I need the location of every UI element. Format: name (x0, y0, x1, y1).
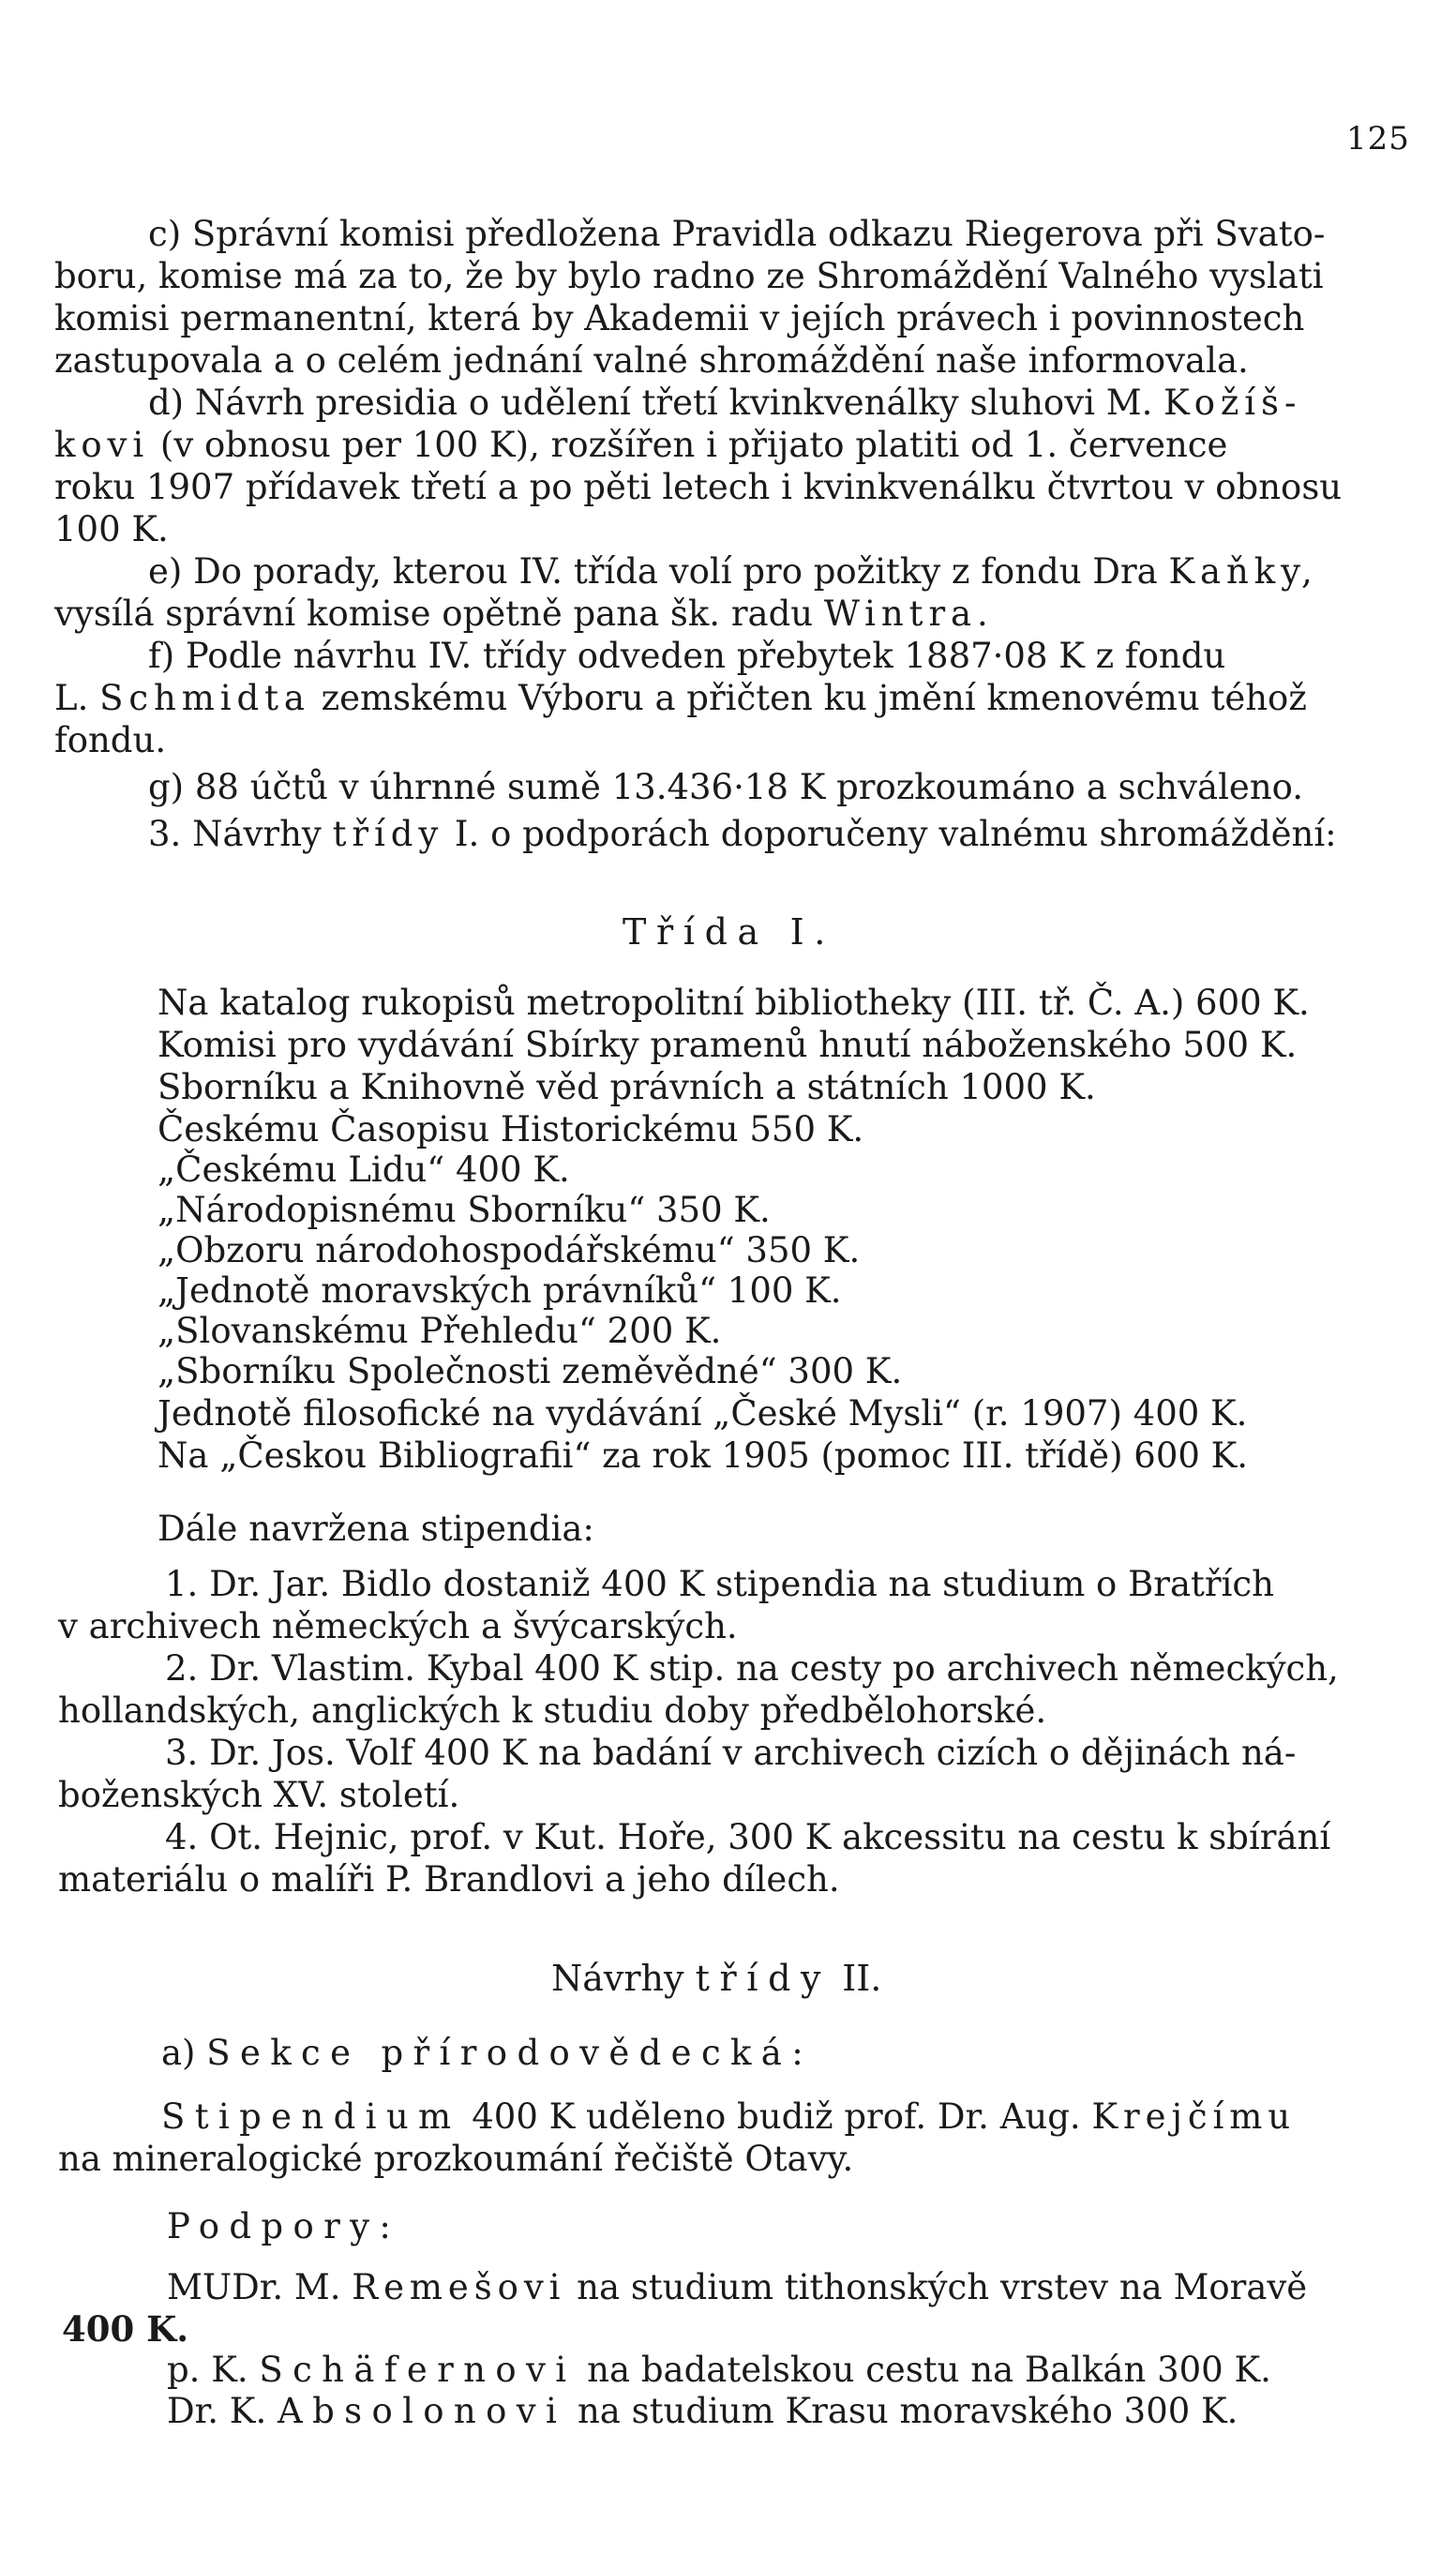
support-text: na badatelskou cestu na Balkán 300 K. (576, 2350, 1271, 2390)
page-number: 125 (1346, 120, 1410, 158)
grant-line: Českému Časopisu Historickému 550 K. (158, 1109, 864, 1149)
support-text: na studium tithonských vrstev na Moravě (565, 2267, 1308, 2307)
item-e-text: vysílá správní komise opětně pana šk. radu (54, 593, 824, 634)
item-d-text: d) Návrh presidia o udělení třetí kvinkvenálky sluhovi M. (148, 383, 1164, 423)
item-3-emph: třídy (332, 814, 444, 854)
stipend-line: boženských XV. století. (58, 1775, 460, 1815)
support-text: na studium Krasu moravského 300 K. (566, 2391, 1238, 2431)
item-d-line (148, 383, 1301, 424)
item-d-line: 100 K. (54, 509, 169, 549)
item-f-text: L. (54, 678, 100, 718)
person-name: Kožíš- (1163, 383, 1302, 423)
support-line (167, 2350, 1271, 2391)
stipend-line: 1. Dr. Jar. Bidlo dostaniž 400 K stipendia na studium o Bratřích (165, 1564, 1274, 1604)
item-f-line (54, 678, 1307, 719)
item-e-text: . (977, 593, 988, 634)
heading-text-spaced: třídy (695, 1958, 832, 1999)
item-c-line: komisi permanentní, která by Akademii v jejích právech i povinnostech (54, 298, 1305, 338)
section-a-heading (161, 2033, 813, 2074)
stipend-word: Stipendium (161, 2096, 461, 2137)
item-g-line: g) 88 účtů v úhrnné sumě 13.436·18 K prozkoumáno a schváleno. (148, 767, 1304, 807)
support-text: Dr. K. (167, 2391, 278, 2431)
grant-line: „Sborníku Společnosti zeměvědné“ 300 K. (158, 1351, 903, 1391)
section-heading-class-1: Třída I. (623, 911, 835, 953)
item-f-line: fondu. (54, 720, 167, 760)
item-f-text: zemskému Výboru a přičten ku jmění kmenovému téhož (309, 678, 1307, 718)
support-text: MUDr. M. (167, 2267, 353, 2307)
grant-line: Na „Českou Bibliografii“ za rok 1905 (pomoc III. třídě) 600 K. (158, 1435, 1249, 1476)
support-text: p. K. (167, 2350, 260, 2390)
section-a-label: a) (161, 2033, 207, 2073)
person-name: Schäfernovi (259, 2350, 577, 2390)
person-name: kovi (54, 425, 150, 465)
grant-line: Sborníku a Knihovně věd právních a státních 1000 K. (158, 1067, 1096, 1107)
podpory-heading (167, 2206, 400, 2247)
grant-line: „Národopisnému Sborníku“ 350 K. (158, 1190, 771, 1230)
grant-line: „Obzoru národohospodářskému“ 350 K. (158, 1230, 861, 1270)
stipend-line: 4. Ot. Hejnic, prof. v Kut. Hoře, 300 K akcessitu na cestu k sbírání (165, 1817, 1331, 1857)
item-e-line (54, 593, 988, 635)
stipend-text: 400 K uděleno budiž prof. Dr. Aug. (460, 2096, 1092, 2137)
item-d-text: (v obnosu per 100 K), rozšířen i přijato platiti od 1. července (149, 425, 1228, 465)
person-name: Krejčímu (1091, 2096, 1296, 2137)
grant-line: Komisi pro vydávání Sbírky pramenů hnutí náboženského 500 K. (158, 1025, 1298, 1065)
item-e-text: e) Do porady, kterou IV. třída volí pro požitky z fondu Dra (148, 551, 1169, 592)
grant-line: Jednotě filosofické na vydávání „České Mysli“ (r. 1907) 400 K. (158, 1393, 1248, 1434)
item-d-line: roku 1907 přídavek třetí a po pěti letech i kvinkvenálku čtvrtou v obnosu (54, 467, 1343, 507)
item-3-text: 3. Návrhy (148, 814, 333, 854)
support-line (167, 2391, 1238, 2432)
section-heading-class-2 (551, 1958, 881, 1999)
person-name: Schmidta (99, 678, 310, 718)
stipend-line: materiálu o malíři P. Brandlovi a jeho dílech. (58, 1859, 840, 1900)
item-e-line (148, 551, 1318, 593)
item-c-line: c) Správní komisi předložena Pravidla odkazu Riegerova při Svato- (148, 214, 1326, 254)
stipend-line (161, 2096, 1296, 2138)
item-c-line: boru, komise má za to, že by bylo radno ze Shromáždění Valného vyslati (54, 256, 1324, 296)
stipendia-intro: Dále navržena stipendia: (158, 1509, 594, 1549)
person-name: Absolonovi (277, 2391, 567, 2431)
heading-text: II. (831, 1958, 882, 1999)
stipend-line: v archivech německých a švýcarských. (58, 1606, 738, 1646)
item-f-line: f) Podle návrhu IV. třídy odveden přebytek 1887·08 K z fondu (148, 636, 1226, 676)
section-a-title: Sekce přírodovědecká: (206, 2033, 814, 2073)
item-d-line (54, 425, 1227, 466)
item-c-line: zastupovala a o celém jednání valné shromáždění naše informovala. (54, 340, 1249, 381)
person-name: Kaňky, (1168, 551, 1318, 592)
grant-line: „Jednotě moravských právníků“ 100 K. (158, 1270, 842, 1311)
item-3-line (148, 814, 1337, 855)
stipend-line: na mineralogické prozkoumání řečiště Otavy. (58, 2139, 854, 2179)
grant-line: „Českému Lidu“ 400 K. (158, 1149, 570, 1190)
stipend-line: 3. Dr. Jos. Volf 400 K na badání v archivech cizích o dějinách ná- (165, 1733, 1297, 1773)
podpory-title: Podpory: (167, 2206, 401, 2246)
person-name: Wintra (823, 593, 978, 634)
grant-line: „Slovanskému Přehledu“ 200 K. (158, 1311, 722, 1351)
stipend-line: hollandských, anglických k studiu doby předbělohorské. (58, 1690, 1047, 1731)
grant-line: Na katalog rukopisů metropolitní bibliotheky (III. tř. Č. A.) 600 K. (158, 983, 1310, 1023)
person-name: Remešovi (352, 2267, 566, 2307)
support-line: 400 K. (62, 2308, 189, 2350)
support-line (167, 2267, 1307, 2308)
heading-text: Návrhy (551, 1958, 696, 1999)
stipend-line: 2. Dr. Vlastim. Kybal 400 K stip. na cesty po archivech německých, (165, 1648, 1339, 1689)
item-3-text: I. o podporách doporučeny valnému shromáždění: (443, 814, 1337, 854)
